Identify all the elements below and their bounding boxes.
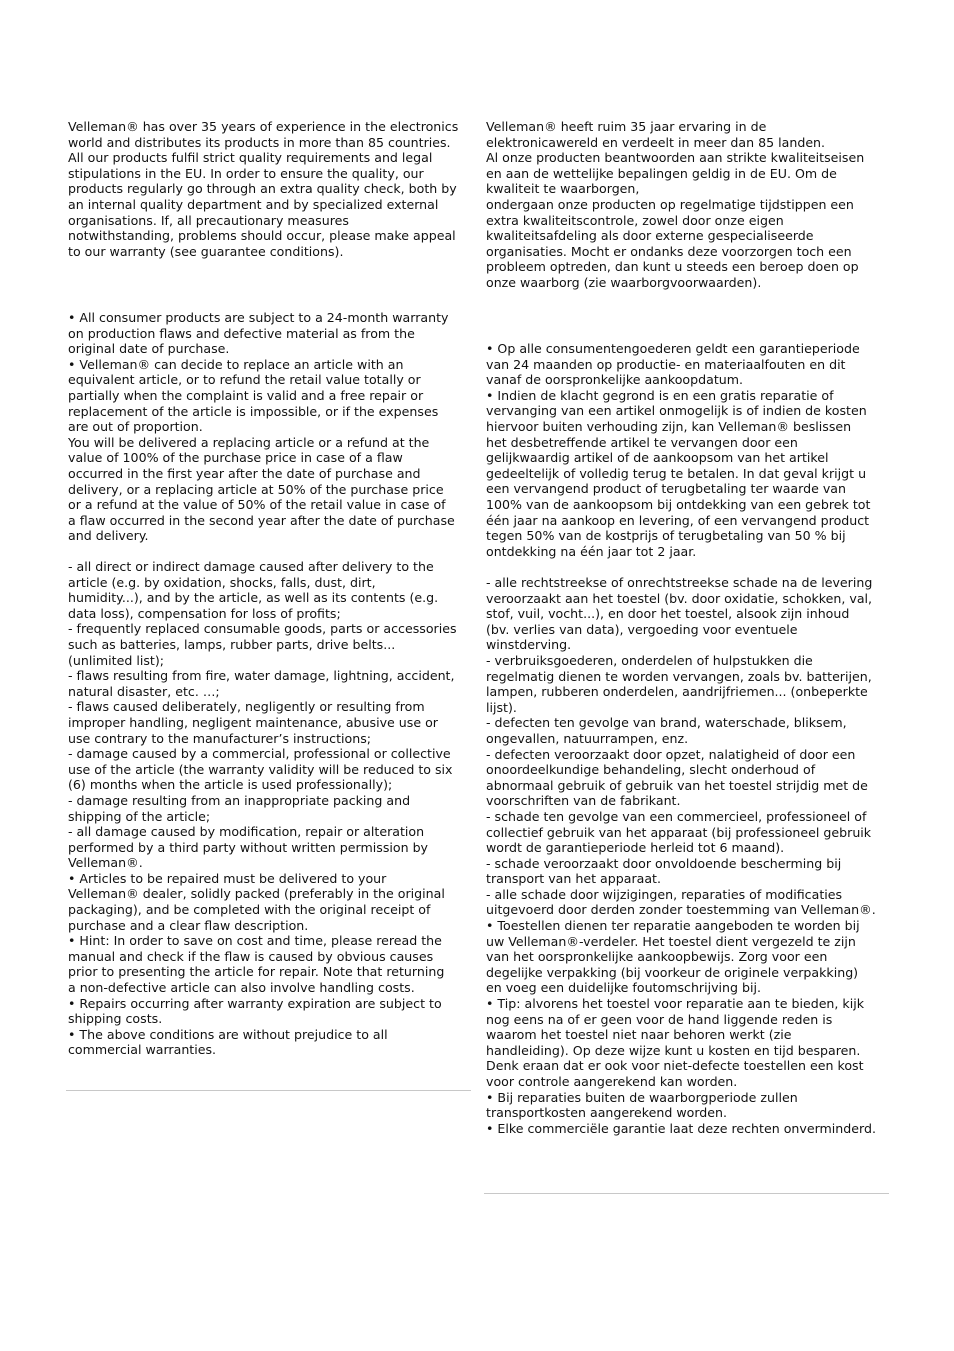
text-line: replacement of the article is impossible, or if the expenses	[68, 403, 439, 419]
text-line: ondergaan onze producten op regelmatige tijdstippen een	[486, 196, 854, 212]
text-line: You will be delivered a replacing article or a refund at the	[68, 434, 430, 450]
text-line: - all damage caused by modification, repair or alteration	[68, 824, 425, 840]
text-line: - damage resulting from an inappropriate packing and	[68, 792, 411, 808]
text-line: handleiding). Op deze wijze kunt u kosten en tijd besparen.	[486, 1042, 861, 1058]
english-intro	[68, 119, 472, 259]
text-line: uitgevoerd door derden zonder toestemming van Velleman®.	[486, 902, 876, 918]
text-line: organisaties. Mocht er ondanks deze voorzorgen toch een	[486, 243, 852, 259]
text-line: • Op alle consumentengoederen geldt een garantieperiode	[486, 341, 860, 356]
text-line: degelijke verpakking (bij voorkeur de originele verpakking)	[486, 964, 859, 980]
text-line: an internal quality department and by specialized external	[68, 196, 439, 212]
text-line: stof, vuil, vocht...), en door het toestel, alsook zijn inhoud	[486, 606, 850, 622]
text-line: • Toestellen dienen ter reparatie aangeboden te worden bij	[486, 918, 860, 934]
text-line: gelijkwaardig artikel of de aankoopsom van het artikel	[486, 450, 829, 466]
text-line: notwithstanding, problems should occur, please make appeal	[68, 228, 456, 244]
text-line: purchase and a clear flaw description.	[68, 917, 309, 933]
text-line: stipulations in the EU. In order to ensure the quality, our	[68, 165, 424, 181]
text-line: Velleman® dealer, solidly packed (preferably in the original	[68, 886, 445, 902]
text-line: voor controle aangerekend kan worden.	[486, 1074, 738, 1089]
text-line: abnormaal gebruik of gebruik van het toestel strijdig met de	[486, 777, 868, 793]
text-line: • All consumer products are subject to a 24-month warranty	[68, 310, 449, 325]
text-line: lijst).	[486, 699, 517, 715]
text-line: één jaar na aankoop en levering, of een vervangend product	[486, 512, 870, 528]
text-line: • The above conditions are without prejudice to all	[68, 1026, 388, 1042]
text-line: • Repairs occurring after warranty expiration are subject to	[68, 995, 442, 1011]
text-line: shipping costs.	[68, 1011, 163, 1027]
right-column-divider	[484, 1193, 889, 1194]
text-line: 100% van de aankoopsom bij ontdekking van een gebrek tot	[486, 496, 871, 512]
text-line: collectief gebruik van het apparaat (bij professioneel gebruik	[486, 824, 872, 840]
text-line: • Elke commerciële garantie laat deze rechten onverminderd.	[486, 1120, 876, 1136]
text-line: or a refund at the value of 50% of the retail value in case of	[68, 497, 446, 513]
text-line: lampen, rubberen onderdelen, aandrijfriemen... (onbeperkte	[486, 684, 868, 700]
text-line: elektronicawereld en verdeelt in meer dan 85 landen.	[486, 134, 826, 150]
left-column-divider	[66, 1090, 471, 1091]
text-line: vervanging van een artikel onmogelijk is of indien de kosten	[486, 403, 867, 419]
text-line: commercial warranties.	[68, 1042, 217, 1058]
text-line: een vervangend product of terugbetaling ter waarde van	[486, 481, 846, 497]
dutch-warranty-terms	[486, 341, 890, 559]
text-line: delivery, or a replacing article at 50% of the purchase price	[68, 481, 444, 497]
text-line: • Hint: In order to save on cost and time, please reread the	[68, 933, 442, 949]
text-line: occurred in the first year after the date of purchase and	[68, 465, 421, 481]
text-line: van het oorspronkelijke aankoopbewijs. Zorg voor een	[486, 949, 828, 965]
text-line: Velleman® has over 35 years of experience in the electronics	[68, 119, 459, 134]
text-line: voorschriften van de fabrikant.	[486, 793, 681, 809]
text-line: - all direct or indirect damage caused after delivery to the	[68, 559, 434, 574]
text-line: such as batteries, lamps, rubber parts, drive belts...	[68, 636, 396, 652]
text-line: - frequently replaced consumable goods, parts or accessories	[68, 621, 457, 637]
text-line: and delivery.	[68, 528, 149, 544]
text-line: en voeg een duidelijke foutomschrijving bij.	[486, 980, 762, 996]
text-line: gedeeltelijk of volledig terug te betalen. In dat geval krijgt u	[486, 465, 867, 481]
text-line: - defecten veroorzaakt door opzet, nalatigheid of door een	[486, 746, 856, 762]
text-line: shipping of the article;	[68, 808, 211, 824]
english-exclusions	[68, 559, 472, 1058]
text-line: transport van het apparaat.	[486, 871, 661, 887]
text-line: original date of purchase.	[68, 341, 230, 357]
text-line: Velleman® heeft ruim 35 jaar ervaring in de	[486, 119, 767, 134]
text-line: - defecten ten gevolge van brand, waterschade, bliksem,	[486, 715, 847, 731]
text-line: ongevallen, natuurrampen, enz.	[486, 730, 689, 746]
text-line: onze waarborg (zie waarborgvoorwaarden).	[486, 274, 762, 290]
text-line: - schade veroorzaakt door onvoldoende bescherming bij	[486, 855, 842, 871]
dutch-column	[486, 0, 890, 1351]
text-line: products regularly go through an extra quality check, both by	[68, 181, 457, 197]
text-line: wordt de garantieperiode herleid tot 6 maand).	[486, 840, 785, 856]
text-line: - schade ten gevolge van een commercieel, professioneel of	[486, 808, 867, 824]
text-line: • Tip: alvorens het toestel voor reparatie aan te bieden, kijk	[486, 996, 865, 1012]
text-line: transportkosten aangerekend worden.	[486, 1105, 728, 1121]
dutch-intro	[486, 119, 890, 291]
text-line: performed by a third party without written permission by	[68, 839, 429, 855]
english-warranty-terms	[68, 310, 472, 544]
text-line: ontdekking na één jaar tot 2 jaar.	[486, 543, 697, 559]
text-line: • Articles to be repaired must be delivered to your	[68, 870, 387, 886]
text-line: organisations. If, all precautionary measures	[68, 212, 349, 228]
text-line: packaging), and be completed with the original receipt of	[68, 902, 431, 918]
text-line: use of the article (the warranty validity will be reduced to six	[68, 761, 453, 777]
text-line: van 24 maanden op productie- en materiaalfouten en dit	[486, 356, 846, 372]
text-line: • Bij reparaties buiten de waarborgperiode zullen	[486, 1089, 798, 1105]
text-line: nog eens na of er geen voor de hand liggende reden is	[486, 1011, 833, 1027]
text-line: winstderving.	[486, 637, 572, 653]
text-line: probleem optreden, dan kunt u steeds een beroep doen op	[486, 259, 859, 275]
text-line: (unlimited list);	[68, 652, 164, 668]
text-line: het desbetreffende artikel te vervangen door een	[486, 434, 798, 450]
text-line: veroorzaakt aan het toestel (bv. door oxidatie, schokken, val,	[486, 590, 873, 606]
text-line: Denk eraan dat er ook voor niet-defecte toestellen een kost	[486, 1058, 864, 1074]
text-line: onoordeelkundige behandeling, slecht onderhoud of	[486, 762, 816, 778]
text-line: use contrary to the manufacturer’s instructions;	[68, 730, 372, 746]
text-line: a non-defective article can also involve handling costs.	[68, 980, 415, 996]
text-line: a flaw occurred in the second year after the date of purchase	[68, 512, 455, 528]
text-line: - alle schade door wijzigingen, reparaties of modificaties	[486, 886, 843, 902]
text-line: are out of proportion.	[68, 419, 203, 435]
text-line: natural disaster, etc. …;	[68, 683, 220, 699]
text-line: • Indien de klacht gegrond is en een gratis reparatie of	[486, 387, 834, 403]
text-line: All our products fulfil strict quality requirements and legal	[68, 150, 433, 166]
english-column	[68, 0, 472, 1351]
text-line: tegen 50% van de kostprijs of terugbetaling van 50 % bij	[486, 528, 846, 544]
text-line: uw Velleman®-verdeler. Het toestel dient vergezeld te zijn	[486, 933, 856, 949]
text-line: kwaliteit te waarborgen,	[486, 181, 640, 197]
text-line: regelmatig dienen te worden vervangen, zoals bv. batterijen,	[486, 668, 872, 684]
text-line: en aan de wettelijke bepalingen geldig in de EU. Om de	[486, 165, 837, 181]
text-line: to our warranty (see guarantee conditions).	[68, 243, 344, 259]
text-line: kwaliteitsafdeling als door externe gespecialiseerde	[486, 228, 814, 244]
text-line: - alle rechtstreekse of onrechtstreekse schade na de levering	[486, 575, 873, 590]
text-line: hiervoor buiten verhouding zijn, kan Velleman® beslissen	[486, 418, 852, 434]
text-line: manual and check if the flaw is caused by obvious causes	[68, 948, 434, 964]
text-line: - verbruiksgoederen, onderdelen of hulpstukken die	[486, 652, 813, 668]
text-line: - flaws caused deliberately, negligently or resulting from	[68, 699, 425, 715]
text-line: on production flaws and defective material as from the	[68, 325, 415, 341]
text-line: improper handling, negligent maintenance, abusive use or	[68, 714, 438, 730]
text-line: data loss), compensation for loss of profits;	[68, 605, 341, 621]
text-line: - flaws resulting from fire, water damage, lightning, accident,	[68, 668, 455, 684]
text-line: vanaf de oorspronkelijke aankoopdatum.	[486, 372, 744, 388]
text-line: • Velleman® can decide to replace an article with an	[68, 356, 404, 372]
text-line: prior to presenting the article for repair. Note that returning	[68, 964, 445, 980]
text-line: value of 100% of the purchase price in case of a flaw	[68, 450, 403, 466]
text-line: world and distributes its products in more than 85 countries.	[68, 134, 451, 150]
text-line: (bv. verlies van data), vergoeding voor eventuele	[486, 621, 798, 637]
text-line: waarom het toestel niet naar behoren werkt (zie	[486, 1027, 792, 1043]
text-line: - damage caused by a commercial, professional or collective	[68, 746, 451, 762]
text-line: article (e.g. by oxidation, shocks, falls, dust, dirt,	[68, 574, 376, 590]
text-line: (6) months when the article is used professionally);	[68, 777, 393, 793]
text-line: Al onze producten beantwoorden aan strikte kwaliteitseisen	[486, 150, 865, 166]
text-line: humidity...), and by the article, as well as its contents (e.g.	[68, 590, 439, 606]
dutch-exclusions	[486, 575, 890, 1136]
text-line: Velleman®.	[68, 855, 143, 871]
text-line: partially when the complaint is valid and a free repair or	[68, 387, 424, 403]
text-line: equivalent article, or to refund the retail value totally or	[68, 372, 421, 388]
text-line: extra kwaliteitscontrole, zowel door onze eigen	[486, 212, 784, 228]
